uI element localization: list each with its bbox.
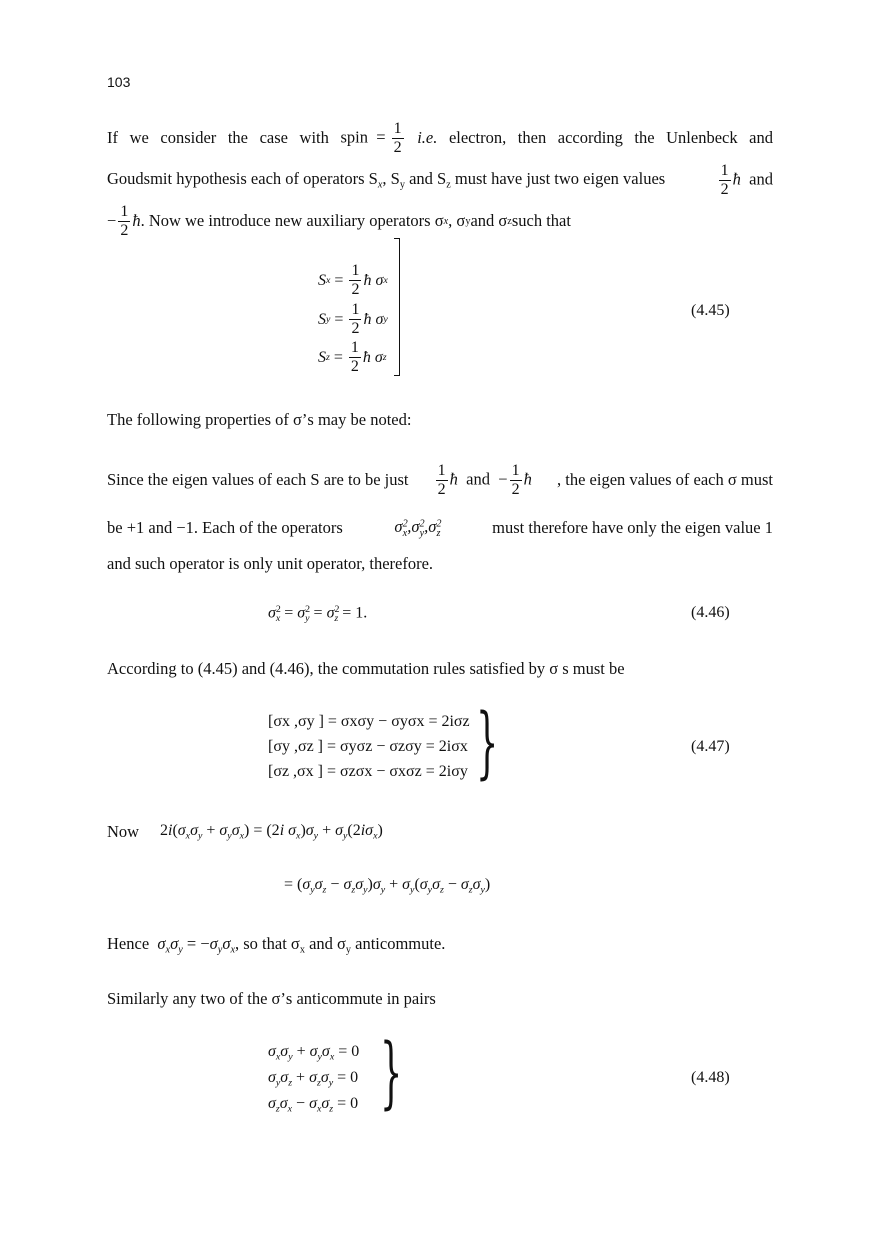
paragraph-3-line-2: be +1 and −1. Each of the operators $\sigma^2_x,\sigma^2_y,\sigma^2_z$ must therefore have only the eigen value 1	[107, 517, 773, 539]
paragraph-7: Similarly any two of the σ’s anticommute in pairs	[107, 989, 436, 1008]
word: consider	[160, 128, 217, 147]
equation-number: (4.48)	[691, 1069, 730, 1086]
eq-sz: S z = $\frac{1}{2}$ ħ σ z	[318, 339, 387, 375]
right-bracket	[394, 238, 400, 376]
word: case	[259, 128, 288, 147]
now-label: Now	[107, 822, 140, 841]
equation-4-46: $\sigma^2_x = \sigma^2_y = \sigma^2_z = 1$.	[268, 604, 368, 624]
paragraph-1-line-2	[107, 160, 773, 200]
word: with	[299, 128, 329, 147]
half-fraction: $\frac{1}{2}$	[393, 119, 402, 156]
paragraph-3-line-1: Since the eigen values of each S are to be just $\frac{1}{2}$ ħ and − $\frac{1}{2}$ ħ , the eigen values of each σ must	[107, 461, 773, 498]
word: Unlenbeck	[666, 128, 738, 147]
sigma-squared-list: $\sigma^2_x,\sigma^2_y,\sigma^2_z$	[394, 517, 442, 539]
hbar-half: $\frac{1}{2}$ ħ and	[720, 161, 773, 198]
equation-number: (4.47)	[691, 738, 730, 755]
paragraph-4: According to (4.45) and (4.46), the commutation rules satisfied by σ s must be	[107, 659, 625, 678]
word: the	[227, 128, 249, 147]
spin-expression: spin = $\frac{1}{2}$	[340, 119, 402, 156]
eq-sy: S y = $\frac{1}{2}$ ħ σ y	[318, 301, 388, 337]
line-2-text: Goudsmit hypothesis each of operators $S_x$, $S_y$ and $S_z$ must have just two eigen values	[107, 169, 666, 191]
ie-text: i.e.	[417, 128, 438, 147]
commutator-xy: [σx ,σy ] = σxσy − σyσx = 2iσz	[268, 713, 470, 730]
word: the	[634, 128, 655, 147]
word: then	[517, 128, 547, 147]
page-number: 103	[107, 74, 131, 90]
right-brace: }	[476, 698, 499, 788]
equation-number: (4.45)	[691, 302, 730, 319]
word: electron,	[448, 128, 507, 147]
paragraph-1-line-1	[107, 118, 773, 158]
commutator-yz: [σy ,σz ] = σyσz − σzσy = 2iσx	[268, 738, 468, 755]
commutator-zx: [σz ,σx ] = σzσx − σxσz = 2iσy	[268, 763, 468, 780]
anticommute-zx: $\sigma_z\sigma_x - \sigma_x\sigma_z = 0$	[268, 1095, 359, 1115]
anticommute-xy: $\sigma_x\sigma_y + \sigma_y\sigma_x = 0$	[268, 1043, 360, 1063]
word: If	[107, 128, 118, 147]
right-brace: }	[380, 1028, 403, 1118]
paragraph-1-line-3: − $\frac{1}{2}$ ħ . Now we introduce new auxiliary operators σ x , σ y and σ z such that	[107, 202, 571, 239]
hence-line: Hence $\sigma_x\sigma_y = -\sigma_y\sigma_x$, so that $\sigma_x$ and $\sigma_y$ anticommute.	[107, 934, 446, 956]
word: we	[129, 128, 149, 147]
anticommute-yz: $\sigma_y\sigma_z + \sigma_z\sigma_y = 0$	[268, 1069, 359, 1089]
equation-number: (4.46)	[691, 604, 730, 621]
word: according	[557, 128, 623, 147]
word: and	[749, 128, 773, 147]
now-expression: $2i(\sigma_x\sigma_y + \sigma_y\sigma_x) = (2i$ $\sigma_x)\sigma_y + \sigma_y(2i\sigma_x)$	[160, 822, 383, 842]
paragraph-2: The following properties of σ’s may be noted:	[107, 410, 412, 429]
paragraph-3-line-3: and such operator is only unit operator, therefore.	[107, 554, 434, 573]
eigen-pair: $\frac{1}{2}$ ħ and − $\frac{1}{2}$ ħ	[437, 461, 532, 498]
eq-sx: S x = $\frac{1}{2}$ ħ σ x	[318, 262, 388, 298]
expanded-expression: = $(\sigma_y\sigma_z - \sigma_z\sigma_y)\sigma_y + \sigma_y(\sigma_y\sigma_z - \sigma_z\sigma_y)$	[284, 876, 491, 896]
